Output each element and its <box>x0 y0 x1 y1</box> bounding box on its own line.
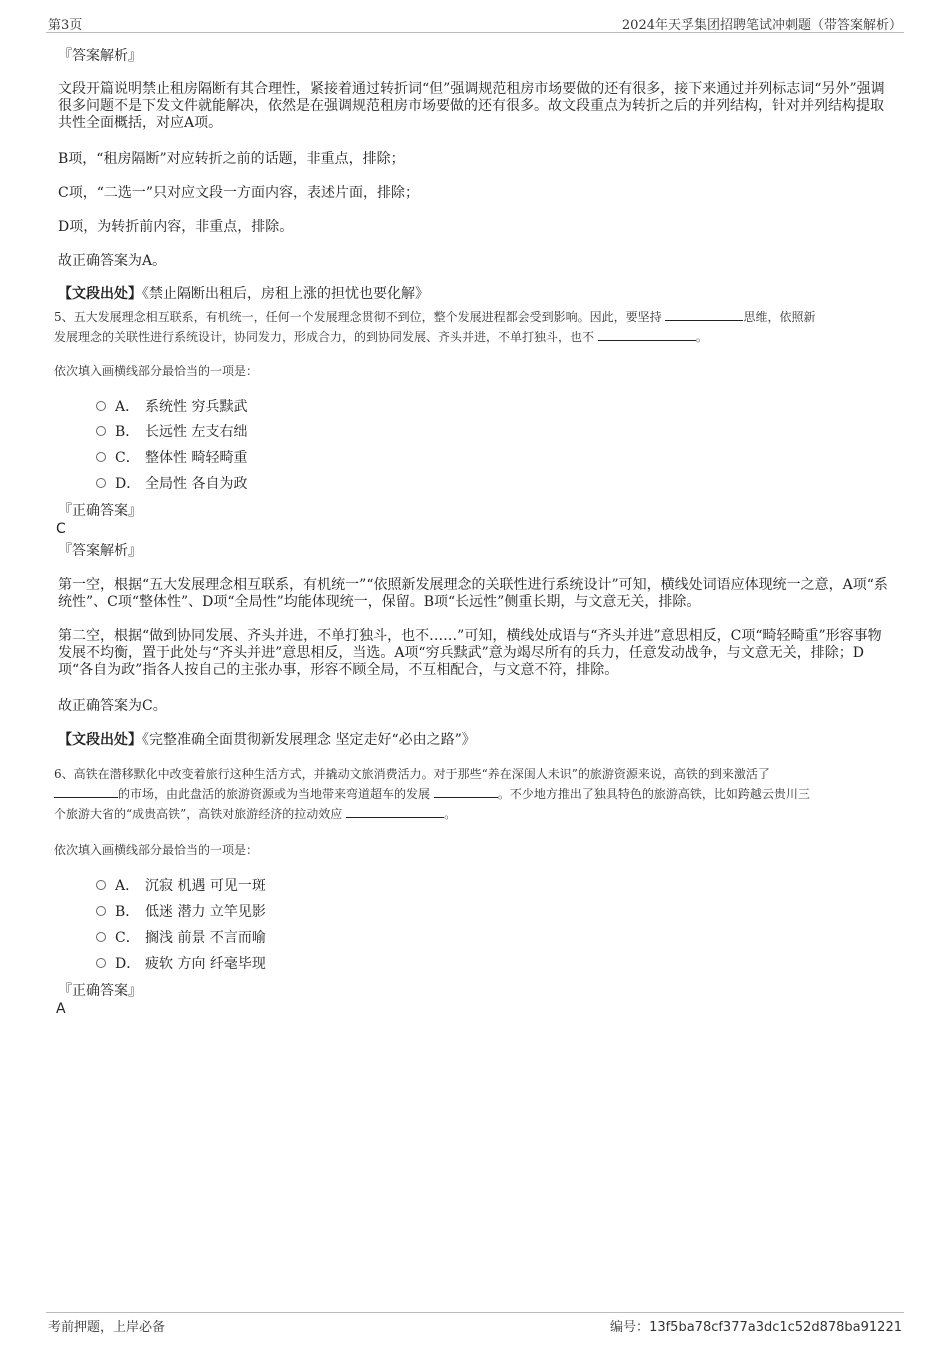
q4-analysis-d: D项，为转折前内容，非重点，排除。 <box>58 219 294 235</box>
page-footer <box>46 1312 904 1335</box>
q6-stem-line2: 的市场，由此盘活的旅游资源或为当地带来弯道超车的发展 。不少地方推出了独具特色的旅游高铁，比如跨越云贵川三 <box>54 784 899 804</box>
blank-2 <box>598 328 696 341</box>
radio-icon[interactable] <box>96 880 106 890</box>
blank-2 <box>434 785 498 798</box>
q4-analysis-c: C项，“二选一”只对应文段一方面内容，表述片面，排除； <box>58 185 420 201</box>
q5-option-d[interactable]: D． 全局性 各自为政 <box>96 475 247 493</box>
q6-option-a[interactable]: A． 沉寂 机遇 可见一斑 <box>96 877 266 895</box>
blank-1 <box>665 308 743 321</box>
page-number: 第3页 <box>48 18 83 33</box>
q6-stem-line3: 个旅游大省的“成贵高铁”，高铁对旅游经济的拉动效应 。 <box>54 807 457 821</box>
q6-answer-heading: 『正确答案』 <box>58 983 142 999</box>
blank-3 <box>346 805 444 818</box>
radio-icon[interactable] <box>96 958 106 968</box>
q5-source <box>58 732 888 749</box>
q4-source <box>58 286 888 303</box>
q5-stem <box>54 307 899 347</box>
q5-conclusion: 故正确答案为C。 <box>58 698 167 714</box>
q5-option-a[interactable]: A． 系统性 穷兵黩武 <box>96 398 247 416</box>
q4-analysis-para: 文段开篇说明禁止租房隔断有其合理性，紧接着通过转折词“但”强调规范租房市场要做的还有很多，接下来通过并列标志词“另外”强调很多问题不是下发文件就能解决，依然是在强调规范租房市场要做的还有很多。故文段重点为转折之后的并列结构，针对并列结构提取共性全面概括，对应A项。 <box>58 81 885 131</box>
q5-answer-heading: 『正确答案』 <box>58 503 142 519</box>
source-label: 【文段出处】 <box>58 286 142 302</box>
q5-prompt: 依次填入画横线部分最恰当的一项是： <box>54 364 259 378</box>
q5-analysis-para2: 第二空，根据“做到协同发展、齐头并进，不单打独斗，也不……”可知，横线处成语与“齐头并进”意思相反，C项“畸轻畸重”形容事物发展不均衡，置于此处与“齐头并进”意思相反，当选。A项“穷兵黩武”意为竭尽所有的兵力，任意发动战争，与文意无关，排除；D项“各自为政”指各人按自己的主张办事，形容不顾全局，不互相配合，与文意不符，排除。 <box>58 628 882 678</box>
q5-option-b[interactable]: B． 长远性 左支右绌 <box>96 423 247 441</box>
q5-answer: C <box>56 521 66 537</box>
q6-stem <box>54 764 899 824</box>
q5-stem-line2: 发展理念的关联性进行系统设计，协同发力，形成合力，的到协同发展、齐头并进，不单打独斗，也不 。 <box>54 330 708 344</box>
source-text: 《禁止隔断出租后，房租上涨的担忧也要化解》 <box>142 286 429 302</box>
radio-icon[interactable] <box>96 401 106 411</box>
q5-analysis-para1: 第一空，根据“五大发展理念相互联系，有机统一”“依照新发展理念的关联性进行系统设计”可知，横线处词语应体现统一之意，A项“系统性”、C项“整体性”、D项“全局性”均能体现统一，保留。B项“长远性”侧重长期，与文意无关，排除。 <box>58 577 888 610</box>
page-header <box>46 12 904 33</box>
q6-answer: A <box>56 1001 66 1017</box>
q6-option-b[interactable]: B． 低迷 潜力 立竿见影 <box>96 903 266 921</box>
q5-analysis-heading: 『答案解析』 <box>58 543 142 559</box>
q5-stem-line1: 5、五大发展理念相互联系，有机统一，任何一个发展理念贯彻不到位，整个发展进程都会受到影响。因此，要坚持 思维，依照新 <box>54 310 816 324</box>
radio-icon[interactable] <box>96 932 106 942</box>
q6-option-d[interactable]: D． 疲软 方向 纤毫毕现 <box>96 955 266 973</box>
blank-1 <box>54 785 118 798</box>
source-text: 《完整准确全面贯彻新发展理念 坚定走好“必由之路”》 <box>142 732 476 748</box>
serial-number: 13f5ba78cf377a3dc1c52d878ba91221 <box>649 1320 902 1335</box>
document-title: 2024年天孚集团招聘笔试冲刺题（带答案解析） <box>621 18 902 33</box>
radio-icon[interactable] <box>96 906 106 916</box>
q4-conclusion: 故正确答案为A。 <box>58 253 167 269</box>
radio-icon[interactable] <box>96 426 106 436</box>
radio-icon[interactable] <box>96 452 106 462</box>
footer-slogan: 考前押题，上岸必备 <box>48 1320 166 1335</box>
q4-analysis-heading: 『答案解析』 <box>58 48 142 64</box>
radio-icon[interactable] <box>96 478 106 488</box>
footer-serial: 编号：13f5ba78cf377a3dc1c52d878ba91221 <box>610 1320 902 1335</box>
q5-option-c[interactable]: C． 整体性 畸轻畸重 <box>96 449 247 467</box>
q6-prompt: 依次填入画横线部分最恰当的一项是： <box>54 843 259 857</box>
q4-analysis-b: B项，“租房隔断”对应转折之前的话题，非重点，排除； <box>58 151 405 167</box>
source-label: 【文段出处】 <box>58 732 142 748</box>
q6-stem-line1: 6、高铁在潜移默化中改变着旅行这种生活方式，并撬动文旅消费活力。对于那些“养在深闺人未识”的旅游资源来说，高铁的到来激活了 <box>54 767 770 781</box>
q6-option-c[interactable]: C． 搁浅 前景 不言而喻 <box>96 929 266 947</box>
